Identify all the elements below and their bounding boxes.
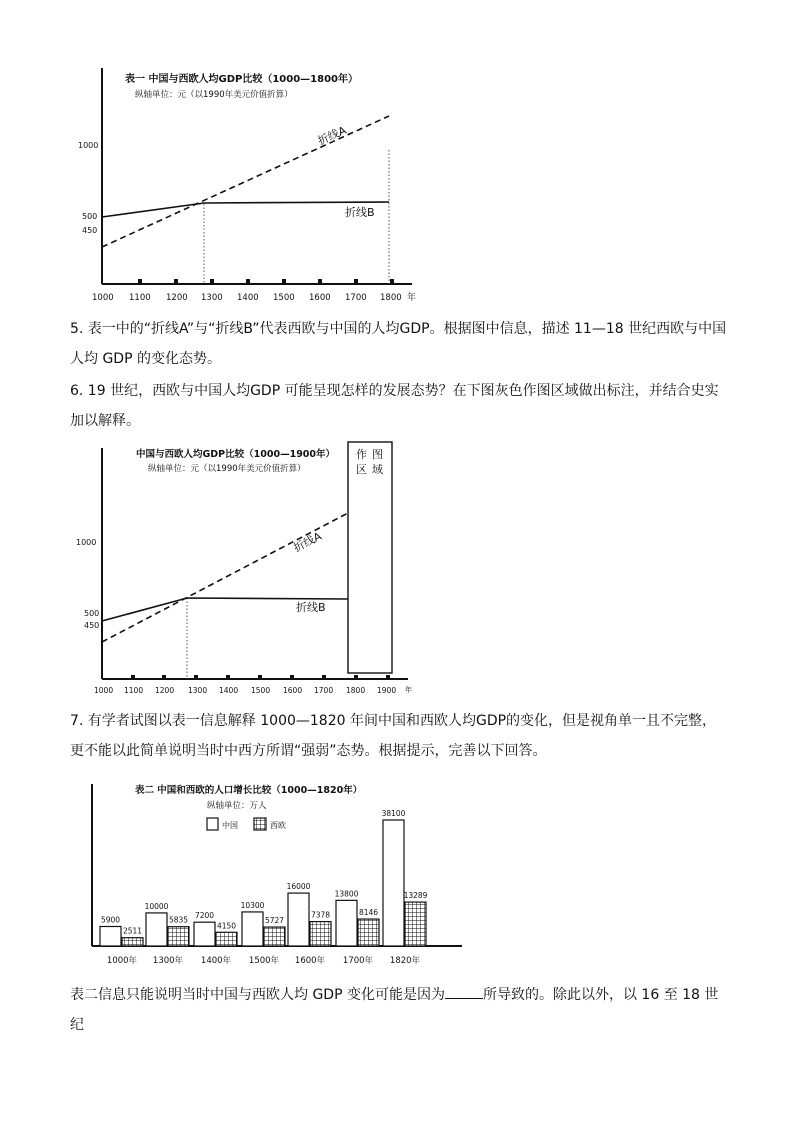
x-tick-label: 1300 <box>201 293 223 303</box>
legend-swatch-china <box>207 818 218 830</box>
y-tick-label: 500 <box>82 212 98 221</box>
bar-china <box>383 820 404 946</box>
data-label: 2511 <box>122 926 143 936</box>
data-label: 10000 <box>144 901 169 911</box>
drawing-area-label: 图 <box>372 448 383 461</box>
answer-blank[interactable] <box>445 984 483 999</box>
bar-west-europe <box>216 932 237 946</box>
x-tick-label: 1400 <box>237 293 259 303</box>
data-label: 4150 <box>216 921 237 931</box>
line-b-label: 折线B <box>296 601 326 614</box>
drawing-area-box[interactable] <box>348 442 392 673</box>
data-label: 5900 <box>100 915 121 925</box>
data-label: 13800 <box>334 889 359 899</box>
bar-china <box>100 926 121 946</box>
x-tick-label: 1800 <box>346 686 366 695</box>
x-tick-label: 1900 <box>377 686 397 695</box>
bar-china <box>336 900 357 946</box>
data-label: 8146 <box>358 908 379 918</box>
chart-subtitle: 纵轴单位：元（以1990年美元价值折算） <box>148 464 306 474</box>
category-label: 1820年 <box>389 956 421 966</box>
category-label: 1300年 <box>152 956 184 966</box>
question-6: 6. 19 世纪，西欧与中国人均GDP 可能呈现怎样的发展态势？在下图灰色作图区域做出标注，并结合史实加以解释。 <box>70 383 719 429</box>
data-label: 10300 <box>240 900 265 910</box>
bar-china <box>288 893 309 946</box>
x-tick-label: 1500 <box>251 686 271 695</box>
x-tick-label: 1200 <box>166 293 188 303</box>
question-last <box>70 980 730 1040</box>
y-tick-label: 500 <box>84 609 100 618</box>
x-tick-label: 1300 <box>188 686 208 695</box>
x-tick-label: 1600 <box>283 686 303 695</box>
y-tick-label: 1000 <box>78 141 99 150</box>
x-tick-label: 1700 <box>314 686 334 695</box>
population-bar-chart <box>0 772 794 972</box>
category-label: 1400年 <box>200 956 232 966</box>
category-label: 1000年 <box>106 956 138 966</box>
drawing-area-label: 域 <box>372 463 383 476</box>
y-tick-label: 1000 <box>76 538 97 547</box>
category-label: 1500年 <box>248 956 280 966</box>
chart-title: 表一 中国与西欧人均GDP比较（1000—1800年） <box>125 74 358 85</box>
bar-china <box>242 912 263 946</box>
bar-west-europe <box>122 938 143 946</box>
question-last-part1: 表二信息只能说明当时中国与西欧人均 GDP 变化可能是因为 <box>70 987 445 1003</box>
x-axis-unit: 年 <box>407 293 417 303</box>
bar-china <box>194 922 215 946</box>
gdp-line-chart-2 <box>0 438 794 700</box>
drawing-area-label: 区 <box>356 463 367 476</box>
x-tick-label: 1700 <box>345 293 367 303</box>
question-last-part2: 所导致的。除此以外，以 16 至 18 世纪 <box>70 987 719 1033</box>
x-tick-label: 1000 <box>92 293 114 303</box>
data-label: 5835 <box>168 915 189 925</box>
data-label: 13289 <box>403 891 428 901</box>
y-tick-label: 450 <box>82 226 98 235</box>
line-b-label: 折线B <box>345 206 375 219</box>
y-tick-label: 450 <box>84 621 100 630</box>
data-label: 7378 <box>310 910 331 920</box>
legend-label-china: 中国 <box>222 821 238 830</box>
x-axis-unit: 年 <box>405 686 412 694</box>
bar-west-europe <box>264 927 285 946</box>
x-tick-label: 1100 <box>124 686 144 695</box>
category-label: 1700年 <box>342 956 374 966</box>
question-7: 7. 有学者试图以表一信息解释 1000—1820 年间中国和西欧人均GDP的变化，但是视角单一且不完整，更不能以此简单说明当时中西方所谓“强弱”态势。根据提示，完善以下回答。 <box>70 713 717 759</box>
bars <box>100 809 428 966</box>
data-label: 7200 <box>194 911 215 921</box>
bar-west-europe <box>310 922 331 946</box>
data-label: 5727 <box>264 916 285 926</box>
x-tick-label: 1500 <box>273 293 295 303</box>
line-a-label: 折线A <box>291 529 324 555</box>
x-tick-label: 1000 <box>94 686 114 695</box>
chart-subtitle: 纵轴单位：万人 <box>207 801 267 811</box>
x-tick-label: 1100 <box>129 293 151 303</box>
x-tick-label: 1600 <box>309 293 331 303</box>
question-5: 5. 表一中的“折线A”与“折线B”代表西欧与中国的人均GDP。根据图中信息，描述 11—18 世纪西欧与中国人均 GDP 的变化态势。 <box>70 321 727 367</box>
chart-subtitle: 纵轴单位：元（以1990年美元价值折算） <box>135 90 293 100</box>
legend-swatch-west-europe <box>254 818 266 830</box>
data-label: 16000 <box>286 882 311 892</box>
chart-title: 表二 中国和西欧的人口增长比较（1000—1820年） <box>135 785 363 796</box>
x-tick-label: 1800 <box>380 293 402 303</box>
chart-title: 中国与西欧人均GDP比较（1000—1900年） <box>136 449 336 460</box>
category-label: 1600年 <box>294 956 326 966</box>
bar-china <box>146 913 167 946</box>
drawing-area-label: 作 <box>356 448 367 461</box>
bar-west-europe <box>168 927 189 946</box>
legend-label-west-europe: 西欧 <box>270 821 286 830</box>
bar-west-europe <box>405 902 426 946</box>
x-tick-label: 1400 <box>219 686 239 695</box>
data-label: 38100 <box>381 809 406 818</box>
x-tick-label: 1200 <box>155 686 175 695</box>
line-a-label: 折线A <box>315 123 349 148</box>
bar-west-europe <box>358 919 379 946</box>
